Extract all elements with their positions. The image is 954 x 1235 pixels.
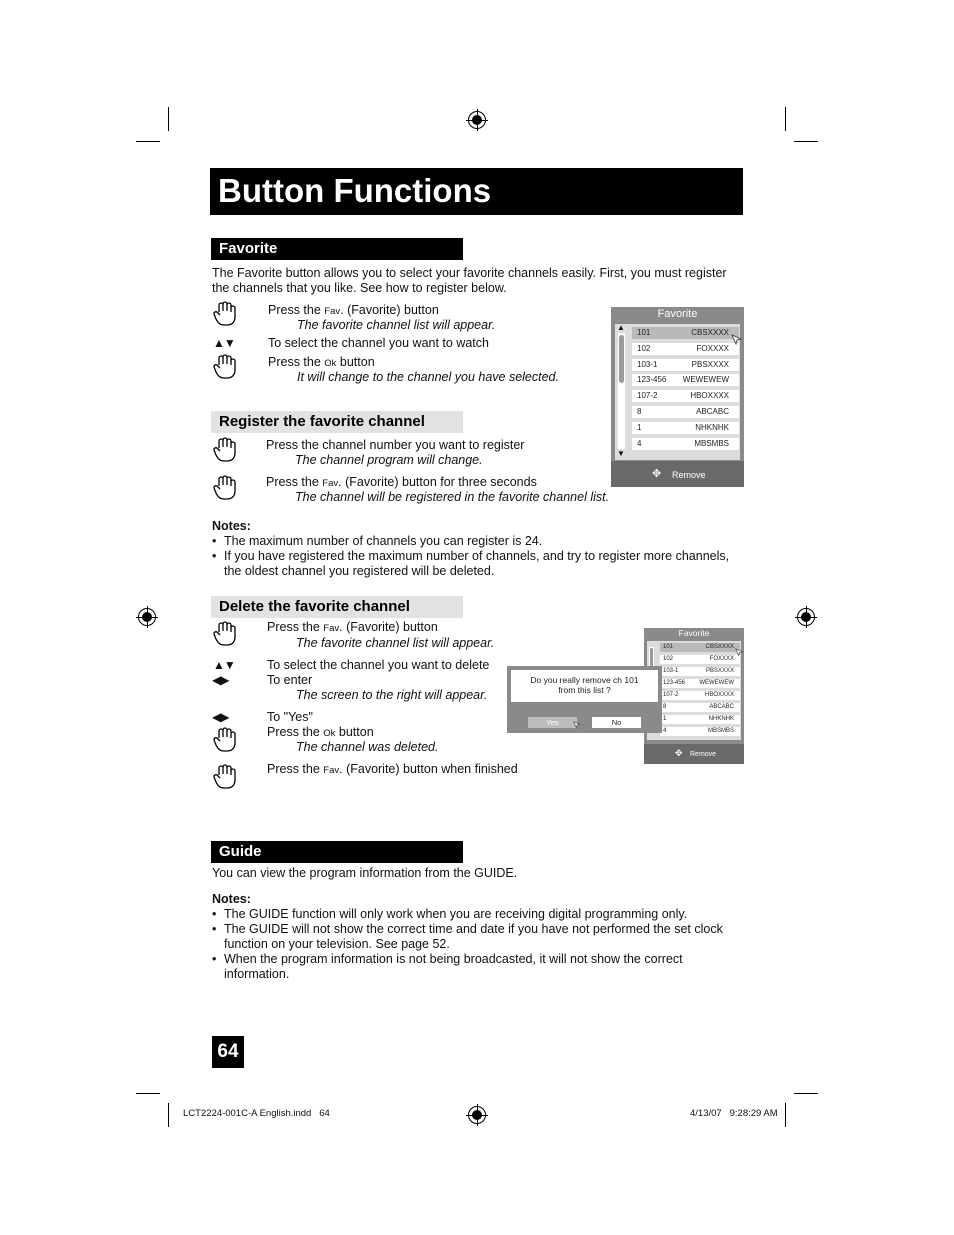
favorite-channel-row[interactable] — [632, 406, 739, 418]
channel-number: 123-456 — [637, 375, 667, 385]
channel-callsign: FOXXXX — [696, 343, 729, 353]
channel-number: 123-456 — [663, 680, 686, 686]
page-title: Button Functions — [218, 172, 492, 209]
channel-number: 107-2 — [663, 692, 679, 698]
scroll-down-arrow-icon: ▼ — [617, 449, 625, 458]
favorite-channel-row[interactable] — [660, 727, 740, 736]
registration-mark-icon — [797, 608, 815, 626]
channel-number: 1 — [663, 716, 667, 722]
favorite-channel-row[interactable] — [632, 359, 739, 371]
channel-callsign: FOXXXX — [709, 656, 734, 662]
section-heading-label: Register the favorite channel — [219, 413, 425, 430]
crop-mark — [136, 1093, 160, 1094]
favorite-channel-row[interactable] — [660, 679, 740, 688]
channel-number: 8 — [663, 704, 667, 710]
step-press-fav-finish — [267, 762, 518, 778]
favorite-channel-row[interactable] — [632, 374, 739, 386]
hand-press-icon — [212, 354, 238, 380]
dialog-message-line: from this list ? — [558, 685, 611, 695]
step-text: Press the — [266, 475, 323, 489]
guide-intro: You can view the program information from the GUIDE. — [212, 866, 518, 880]
channel-callsign: ABCABC — [709, 704, 734, 710]
left-right-arrow-icon: ◀▶ — [212, 673, 229, 687]
step-text: Press the — [267, 762, 324, 776]
notes-label: Notes: — [212, 519, 251, 533]
yes-button[interactable]: Yes — [528, 717, 577, 728]
step-press-fav — [267, 620, 438, 636]
key-name: Fav — [322, 478, 339, 489]
channel-callsign: MBSMBS — [694, 438, 729, 448]
step-select-delete: To select the channel you want to delete — [267, 658, 490, 672]
step-text: . (Favorite) button when finished — [339, 762, 518, 776]
hand-press-icon — [212, 475, 238, 501]
channel-number: 8 — [637, 407, 642, 416]
crop-mark — [168, 107, 169, 131]
step-text: . (Favorite) button — [340, 303, 439, 317]
channel-callsign: CBSXXXX — [705, 644, 734, 650]
note-bullet: • — [212, 534, 217, 548]
step-note: The channel program will change. — [295, 453, 483, 467]
favorite-channel-row[interactable] — [660, 643, 740, 652]
footer-timestamp: 4/13/07 9:28:29 AM — [690, 1108, 778, 1119]
section-heading-favorite — [211, 238, 463, 260]
cursor-pointer-icon — [731, 334, 743, 346]
page-title-bar — [210, 168, 743, 215]
hand-press-icon — [212, 621, 238, 647]
footer-filename: LCT2224-001C-A English.indd 64 — [183, 1108, 330, 1119]
note-bullet: • — [212, 922, 217, 936]
section-heading-label: Favorite — [219, 240, 278, 257]
section-heading-delete — [211, 596, 463, 618]
channel-callsign: ABCABC — [696, 407, 729, 416]
hand-press-icon — [212, 301, 238, 327]
step-select-channel: To select the channel you want to watch — [268, 336, 489, 350]
scrollbar[interactable] — [618, 333, 625, 449]
step-text: button — [335, 725, 374, 739]
channel-callsign: NHKNHK — [708, 716, 734, 722]
favorite-channel-row[interactable] — [632, 327, 739, 339]
step-note: It will change to the channel you have selected. — [297, 370, 559, 384]
section-heading-guide — [211, 841, 463, 863]
note-item: The GUIDE function will only work when you are receiving digital programming only. — [224, 907, 688, 921]
step-text: . (Favorite) button — [339, 620, 438, 634]
channel-number: 4 — [637, 438, 642, 448]
favorite-screen-title: Favorite — [657, 308, 698, 320]
scroll-up-arrow-icon: ▲ — [617, 323, 625, 332]
step-text: Press the — [268, 355, 325, 369]
dialog-message-line: Do you really remove ch 101 — [530, 675, 639, 685]
key-name: Fav — [323, 765, 340, 776]
channel-number: 103-1 — [663, 668, 679, 674]
left-right-arrow-icon: ◀▶ — [212, 710, 229, 724]
favorite-screen-footer — [644, 744, 744, 764]
crop-mark — [785, 1103, 786, 1127]
note-bullet: • — [212, 549, 217, 563]
remove-label: Remove — [690, 751, 717, 758]
step-text: . (Favorite) button for three seconds — [338, 475, 537, 489]
favorite-screen-footer — [611, 461, 744, 487]
favorite-intro: The Favorite button allows you to select your favorite channels easily. First, you must register the channels that you like. See how to register below. — [212, 266, 727, 295]
cursor-pointer-icon — [573, 721, 581, 729]
favorite-channel-row[interactable] — [632, 343, 739, 355]
channel-number: 4 — [663, 728, 667, 734]
no-button[interactable]: No — [592, 717, 641, 728]
step-press-number: Press the channel number you want to register — [266, 438, 525, 452]
channel-number: 102 — [663, 656, 674, 662]
registration-mark-icon — [468, 1106, 486, 1124]
channel-callsign: NHKNHK — [695, 422, 729, 432]
step-to-yes: To "Yes" — [267, 710, 313, 724]
note-item: The maximum number of channels you can register is 24. — [224, 534, 543, 548]
notes-label: Notes: — [212, 892, 251, 906]
channel-callsign: WEWEWEW — [699, 680, 734, 686]
remove-confirm-dialog — [507, 666, 662, 733]
channel-number: 102 — [637, 343, 651, 353]
move-cross-icon: ✥ — [675, 748, 683, 758]
favorite-screen — [611, 307, 744, 487]
step-press-fav — [268, 303, 439, 319]
hand-press-icon — [212, 764, 238, 790]
channel-callsign: WEWEWEW — [682, 375, 729, 385]
step-note: The channel will be registered in the favorite channel list. — [295, 490, 610, 504]
page-number: 64 — [212, 1036, 244, 1068]
key-name: Ok — [324, 358, 337, 369]
step-text: button — [336, 355, 375, 369]
step-note: The screen to the right will appear. — [296, 688, 488, 702]
step-press-ok — [268, 355, 375, 371]
crop-mark — [794, 1093, 818, 1094]
key-name: Fav — [324, 306, 341, 317]
channel-callsign: PBSXXXX — [691, 359, 729, 369]
channel-callsign: CBSXXXX — [691, 328, 729, 337]
hand-press-icon — [212, 437, 238, 463]
favorite-channel-row[interactable] — [660, 715, 740, 724]
step-text: Press the — [267, 620, 324, 634]
key-name: Fav — [323, 623, 340, 634]
section-heading-label: Delete the favorite channel — [219, 598, 410, 615]
favorite-screen-title: Favorite — [678, 628, 710, 638]
up-down-arrow-icon: ▲▼ — [213, 336, 235, 350]
channel-callsign: HBOXXXX — [690, 391, 729, 401]
note-bullet: • — [212, 907, 217, 921]
favorite-list — [615, 324, 740, 460]
section-heading-register — [211, 411, 463, 433]
favorite-channel-row[interactable] — [660, 667, 740, 676]
note-bullet: • — [212, 952, 217, 966]
favorite-channel-row[interactable] — [660, 655, 740, 664]
channel-callsign: MBSMBS — [707, 728, 734, 734]
channel-number: 107-2 — [637, 391, 658, 401]
registration-mark-icon — [468, 111, 486, 129]
favorite-channel-row[interactable] — [632, 438, 739, 450]
step-enter: To enter — [267, 673, 313, 687]
step-text: Press the — [268, 303, 325, 317]
step-note: The favorite channel list will appear. — [297, 318, 496, 332]
remove-label: Remove — [672, 470, 706, 480]
note-item: When the program information is not being broadcasted, it will not show the correct information. — [224, 952, 683, 981]
step-note: The favorite channel list will appear. — [296, 636, 495, 650]
dialog-message — [511, 670, 658, 702]
step-press-fav-hold — [266, 475, 537, 491]
channel-callsign: HBOXXXX — [704, 692, 734, 698]
crop-mark — [136, 141, 160, 142]
step-note: The channel was deleted. — [296, 740, 439, 754]
hand-press-icon — [212, 727, 238, 753]
channel-number: 1 — [637, 422, 642, 432]
channel-number: 103-1 — [637, 359, 658, 369]
registration-mark-icon — [138, 608, 156, 626]
favorite-channel-row[interactable] — [632, 422, 739, 434]
channel-callsign: PBSXXXX — [705, 668, 734, 674]
section-heading-label: Guide — [219, 843, 262, 860]
channel-number: 101 — [637, 328, 651, 337]
crop-mark — [168, 1103, 169, 1127]
step-text: Press the — [267, 725, 324, 739]
scroll-thumb[interactable] — [619, 335, 624, 383]
note-item: The GUIDE will not show the correct time and date if you have not performed the set clock function on your television. See page 52. — [224, 922, 723, 951]
crop-mark — [794, 141, 818, 142]
favorite-channel-row[interactable] — [660, 691, 740, 700]
channel-number: 101 — [663, 644, 674, 650]
move-cross-icon: ✥ — [652, 468, 662, 480]
key-name: Ok — [323, 728, 336, 739]
favorite-channel-row[interactable] — [660, 703, 740, 712]
favorite-channel-row[interactable] — [632, 390, 739, 402]
crop-mark — [785, 107, 786, 131]
cursor-pointer-icon — [735, 648, 744, 657]
step-press-ok — [267, 725, 374, 741]
note-item: If you have registered the maximum number of channels, and try to register more channels, the oldest channel you registered will be deleted. — [224, 549, 730, 578]
up-down-arrow-icon: ▲▼ — [213, 658, 235, 672]
